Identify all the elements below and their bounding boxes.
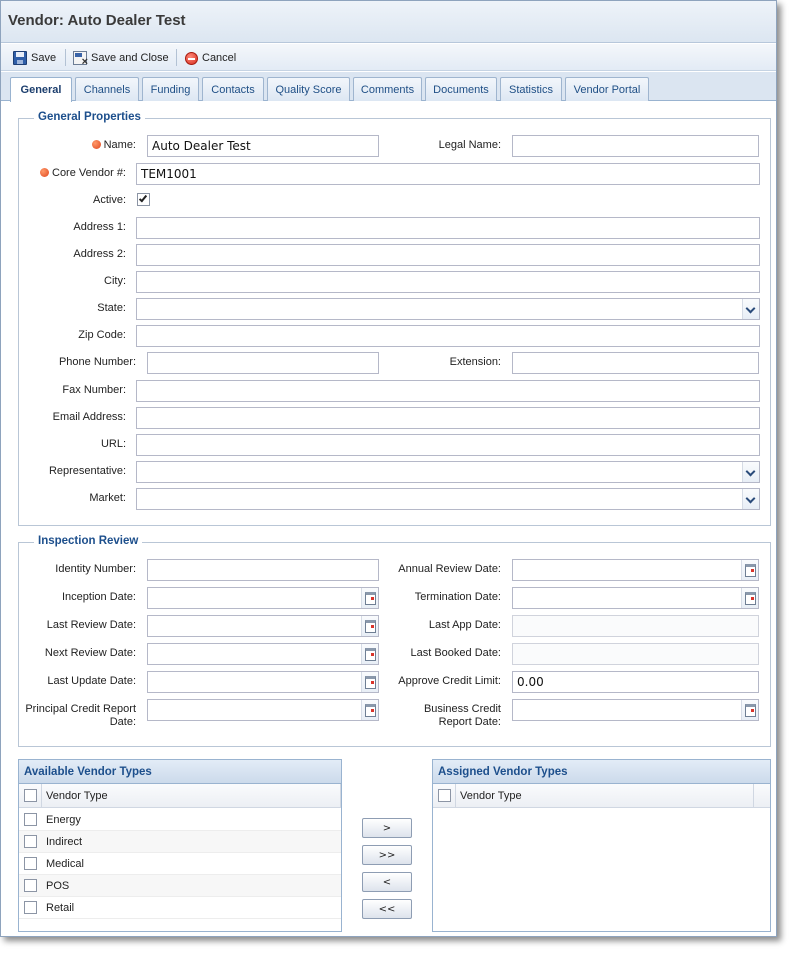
add-all-button[interactable]: >>: [362, 845, 412, 865]
approve-credit-limit-input[interactable]: 0.00: [512, 671, 759, 693]
available-vendor-types-title: Available Vendor Types: [19, 760, 341, 784]
core-vendor-input[interactable]: TEM1001: [136, 163, 760, 185]
toolbar-separator: [176, 49, 177, 66]
identity-number-input[interactable]: [147, 559, 379, 581]
available-vendor-types-grid: [18, 759, 342, 932]
name-label: Name:: [31, 139, 136, 152]
vendor-type-column-header[interactable]: Vendor Type: [460, 790, 522, 802]
remove-all-button[interactable]: <<: [362, 899, 412, 919]
city-input[interactable]: [136, 271, 760, 293]
url-label: URL:: [100, 438, 126, 450]
legal-name-label: Legal Name:: [438, 139, 501, 151]
chevron-down-icon[interactable]: [742, 299, 759, 319]
remove-selected-button[interactable]: <: [362, 872, 412, 892]
termination-date-input[interactable]: [512, 587, 759, 609]
calendar-icon[interactable]: [741, 588, 758, 608]
tab-channels[interactable]: Channels: [75, 77, 139, 101]
address2-label: Address 2:: [73, 248, 126, 260]
select-all-checkbox[interactable]: [24, 789, 37, 802]
save-label: Save: [31, 52, 57, 64]
calendar-icon[interactable]: [361, 644, 378, 664]
last-app-date-label: Last App Date:: [428, 619, 501, 631]
address1-input[interactable]: [136, 217, 760, 239]
cancel-label: Cancel: [202, 52, 237, 64]
representative-label: Representative:: [48, 465, 126, 477]
title-bar: [1, 1, 776, 43]
last-app-date-field: [512, 615, 759, 637]
grid-header: [433, 784, 770, 808]
last-update-date-input[interactable]: [147, 671, 379, 693]
vendor-type-column-header[interactable]: Vendor Type: [46, 790, 108, 802]
annual-review-label: Annual Review Date:: [398, 563, 501, 575]
address1-label: Address 1:: [73, 221, 126, 233]
list-item[interactable]: Energy: [19, 809, 341, 831]
tab-general[interactable]: General: [10, 77, 72, 102]
cancel-icon: [185, 52, 198, 65]
last-update-date-label: Last Update Date:: [47, 675, 136, 687]
active-label: Active:: [92, 194, 126, 206]
tab-quality-score[interactable]: Quality Score: [267, 77, 350, 101]
fax-label: Fax Number:: [62, 384, 126, 396]
annual-review-date-input[interactable]: [512, 559, 759, 581]
zip-label: Zip Code:: [78, 329, 126, 341]
address2-input[interactable]: [136, 244, 760, 266]
assigned-vendor-types-title: Assigned Vendor Types: [433, 760, 770, 784]
business-credit-report-date-label: Business Credit Report Date:: [423, 703, 501, 728]
next-review-date-label: Next Review Date:: [44, 647, 136, 659]
email-label: Email Address:: [52, 411, 126, 423]
tab-statistics[interactable]: Statistics: [500, 77, 562, 101]
termination-date-label: Termination Date:: [414, 591, 501, 603]
tab-strip: [1, 72, 776, 101]
save-close-icon: [73, 51, 87, 65]
window-title: Vendor: Auto Dealer Test: [8, 12, 186, 29]
state-label: State:: [97, 302, 126, 314]
business-credit-report-date-input[interactable]: [512, 699, 759, 721]
cancel-button[interactable]: [185, 49, 236, 67]
core-vendor-label: Core Vendor #:: [21, 167, 126, 180]
assigned-vendor-types-grid: [432, 759, 771, 932]
column-separator: [41, 784, 42, 807]
save-and-close-button[interactable]: [73, 49, 169, 67]
last-review-date-input[interactable]: [147, 615, 379, 637]
email-input[interactable]: [136, 407, 760, 429]
checkmark-icon: [139, 194, 147, 203]
name-input[interactable]: Auto Dealer Test: [147, 135, 379, 157]
inception-date-label: Inception Date:: [62, 591, 136, 603]
chevron-down-icon[interactable]: [742, 489, 759, 509]
legal-name-input[interactable]: [512, 135, 759, 157]
required-icon: [40, 168, 49, 177]
calendar-icon[interactable]: [361, 588, 378, 608]
calendar-icon[interactable]: [741, 700, 758, 720]
add-selected-button[interactable]: >: [362, 818, 412, 838]
market-label: Market:: [89, 492, 126, 504]
required-icon: [92, 140, 101, 149]
column-separator: [340, 784, 341, 807]
row-checkbox[interactable]: [24, 901, 37, 914]
general-properties-legend: General Properties: [34, 111, 145, 123]
last-booked-date-field: [512, 643, 759, 665]
calendar-icon[interactable]: [361, 700, 378, 720]
row-checkbox[interactable]: [24, 857, 37, 870]
state-select[interactable]: [136, 298, 760, 320]
url-input[interactable]: [136, 434, 760, 456]
principal-credit-report-date-input[interactable]: [147, 699, 379, 721]
select-all-checkbox[interactable]: [438, 789, 451, 802]
toolbar-separator: [65, 49, 66, 66]
phone-label: Phone Number:: [58, 356, 136, 368]
fax-input[interactable]: [136, 380, 760, 402]
column-separator: [753, 784, 754, 807]
list-item[interactable]: Medical: [19, 853, 341, 875]
save-icon: [13, 51, 27, 65]
market-select[interactable]: [136, 488, 760, 510]
tab-contacts[interactable]: Contacts: [202, 77, 264, 101]
extension-label: Extension:: [449, 356, 501, 368]
row-checkbox[interactable]: [24, 879, 37, 892]
approve-credit-limit-label: Approve Credit Limit:: [398, 675, 501, 687]
chevron-down-icon[interactable]: [742, 462, 759, 482]
list-item[interactable]: Retail: [19, 897, 341, 919]
inspection-review-legend: Inspection Review: [34, 535, 142, 547]
tab-funding[interactable]: Funding: [142, 77, 199, 101]
last-review-date-label: Last Review Date:: [46, 619, 136, 631]
save-close-label: Save and Close: [91, 52, 169, 64]
calendar-icon[interactable]: [741, 560, 758, 580]
list-item[interactable]: POS: [19, 875, 341, 897]
representative-select[interactable]: [136, 461, 760, 483]
active-checkbox[interactable]: [137, 193, 150, 206]
phone-input[interactable]: [147, 352, 379, 374]
list-item[interactable]: Indirect: [19, 831, 341, 853]
tab-comments[interactable]: Comments: [353, 77, 422, 101]
column-separator: [455, 784, 456, 807]
principal-credit-report-date-label: Principal Credit Report Date:: [25, 703, 136, 728]
tab-documents[interactable]: Documents: [425, 77, 497, 101]
inception-date-input[interactable]: [147, 587, 379, 609]
row-checkbox[interactable]: [24, 835, 37, 848]
calendar-icon[interactable]: [361, 672, 378, 692]
toolbar: [1, 44, 776, 71]
identity-number-label: Identity Number:: [55, 563, 136, 575]
save-button[interactable]: [13, 49, 56, 67]
last-booked-date-label: Last Booked Date:: [410, 647, 501, 659]
next-review-date-input[interactable]: [147, 643, 379, 665]
city-label: City:: [104, 275, 126, 287]
extension-input[interactable]: [512, 352, 759, 374]
row-checkbox[interactable]: [24, 813, 37, 826]
grid-header: [19, 784, 341, 808]
calendar-icon[interactable]: [361, 616, 378, 636]
zip-input[interactable]: [136, 325, 760, 347]
tab-vendor-portal[interactable]: Vendor Portal: [565, 77, 649, 101]
